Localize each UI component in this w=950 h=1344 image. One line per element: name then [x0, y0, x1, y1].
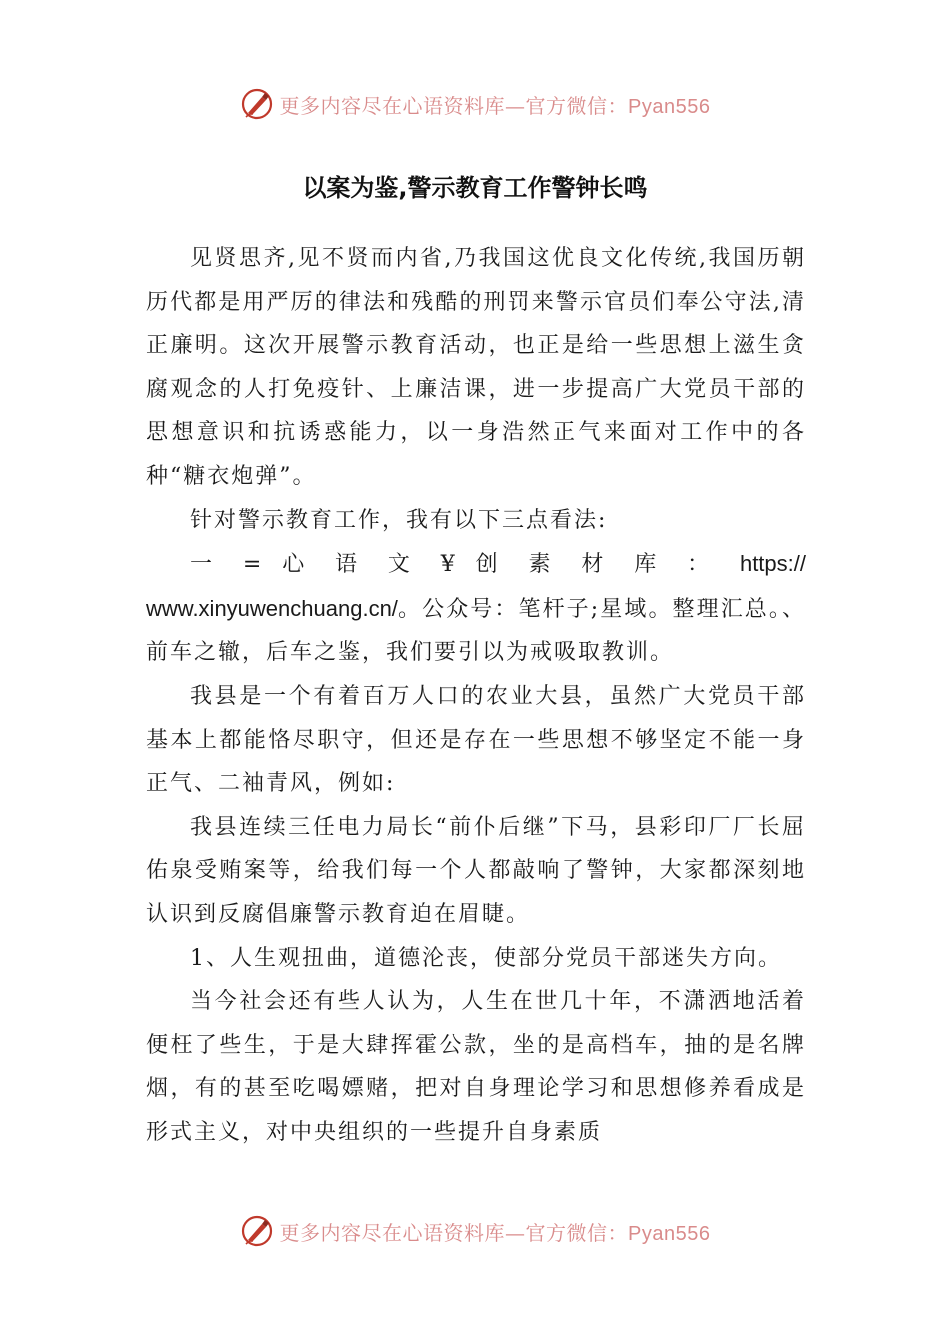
paragraph-source-line — [146, 542, 806, 587]
document-title: 以案为鉴,警示教育工作警钟长鸣 — [302, 174, 648, 202]
paragraph-society: 当今社会还有些人认为，人生在世几十年，不潇洒地活着便枉了些生，于是大肆挥霍公款，坐的是高档车，抽的是名牌烟，有的甚至吃喝嫖赌，把对自身理论学习和思想修养看成是形式主义，对中央组织的一些提升自身素质 — [146, 989, 806, 1145]
watermark-text: 更多内容尽在心语资料库—官方微信： — [279, 1220, 629, 1245]
paragraph-point-1: 1、人生观扭曲，道德沦丧，使部分党员干部迷失方向。 — [190, 945, 782, 971]
paragraph-viewpoints: 针对警示教育工作，我有以下三点看法: — [190, 507, 608, 533]
source-rest-text: 。公众号：笔杆子;星域。整理汇总。、前车之辙，后车之鉴，我们要引以为戒吸取教训。 — [146, 596, 806, 666]
source-label: 一 = 心 语 文 ¥ 创 素 材 库 ： — [190, 552, 722, 578]
paragraph-cases: 我县连续三任电力局长“前仆后继”下马，县彩印厂厂长屈佑泉受贿案等，给我们每一个人都敲响了警钟，大家都深刻地认识到反腐倡廉警示教育迫在眉睫。 — [146, 814, 806, 927]
watermark-text: 更多内容尽在心语资料库—官方微信： — [279, 93, 629, 118]
source-url-domain: www.xinyuwenchuang.cn/ — [146, 595, 398, 621]
header-watermark — [0, 84, 950, 124]
document-body — [146, 237, 806, 1154]
watermark-handle: Pyan556 — [628, 1222, 711, 1245]
paragraph-source-rest — [146, 587, 806, 675]
paragraph-intro: 见贤思齐,见不贤而内省,乃我国这优良文化传统,我国历朝历代都是用严厉的律法和残酷的刑罚来警示官员们奉公守法,清正廉明。这次开展警示教育活动，也正是给一些思想上滋生贪腐观念的人打免疫针、上廉洁课，进一步提高广大党员干部的思想意识和抗诱惑能力，以一身浩然正气来面对工作中的各种“糖衣炮弹”。 — [146, 246, 806, 489]
source-url-start: https:// — [739, 551, 806, 577]
footer-watermark — [0, 1211, 950, 1251]
paragraph-county: 我县是一个有着百万人口的农业大县，虽然广大党员干部基本上都能恪尽职守，但还是存在一些思想不够坚定不能一身正气、二袖青风，例如: — [146, 683, 806, 797]
pen-logo-icon — [240, 1214, 274, 1248]
pen-logo-icon — [240, 87, 274, 121]
watermark-handle: Pyan556 — [628, 95, 711, 118]
